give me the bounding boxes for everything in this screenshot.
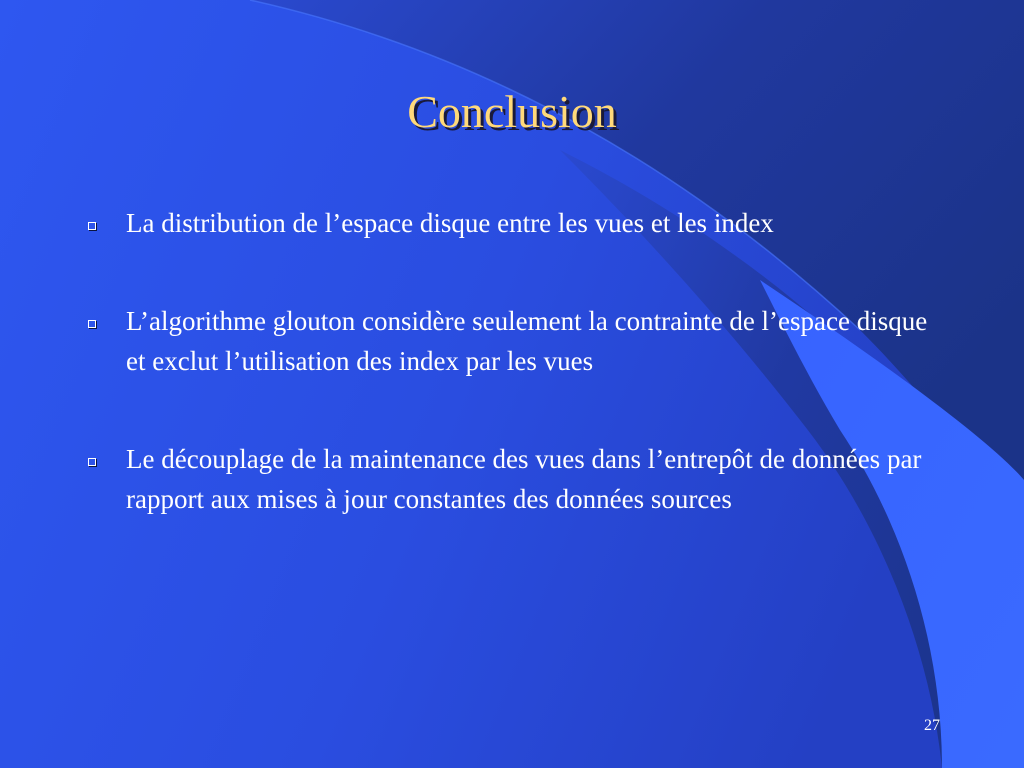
square-bullet-icon	[88, 320, 96, 328]
slide-title: Conclusion	[407, 86, 617, 137]
bullet-item	[88, 439, 948, 519]
bullet-list	[88, 203, 948, 519]
square-bullet-icon	[88, 222, 96, 230]
bullet-text: Le découplage de la maintenance des vues dans l’entrepôt de données par rapport aux mises à jour constantes des données sources	[126, 444, 922, 514]
bullet-item	[88, 301, 948, 381]
bullet-item	[88, 203, 948, 243]
square-bullet-icon	[88, 458, 96, 466]
bullet-text: La distribution de l’espace disque entre les vues et les index	[126, 208, 774, 238]
bullet-text: L’algorithme glouton considère seulement la contrainte de l’espace disque et exclut l’utilisation des index par les vues	[126, 306, 928, 376]
page-number: 27	[924, 717, 940, 734]
